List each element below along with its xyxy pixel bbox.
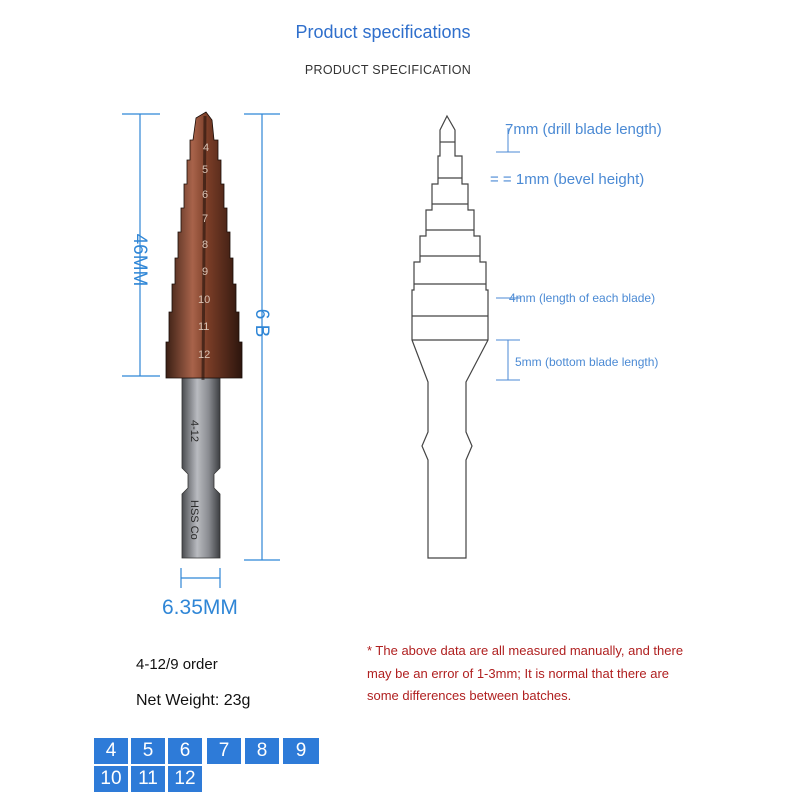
- shank-dimension: [181, 568, 220, 588]
- length-label: 46MM: [129, 233, 150, 287]
- page-subtitle: PRODUCT SPECIFICATION: [304, 63, 472, 77]
- step-mark: 12: [198, 349, 211, 361]
- size-chip: 6: [168, 738, 202, 764]
- drill-shank: [182, 378, 220, 558]
- shank-brand-text: HSS Co: [188, 500, 200, 540]
- step-mark: 7: [202, 213, 209, 225]
- size-chip: 7: [207, 738, 241, 764]
- step-mark: 6: [202, 189, 209, 201]
- size-chip: 4: [94, 738, 128, 764]
- order-info: 4-12/9 order: [136, 656, 218, 673]
- annotation-bevel-height: = = 1mm (bevel height): [490, 171, 645, 188]
- size-chip: 10: [94, 766, 128, 792]
- step-mark: 11: [198, 321, 210, 333]
- size-chip: 8: [245, 738, 279, 764]
- outline-drill-diagram: [412, 116, 488, 558]
- step-mark: 9: [202, 266, 209, 278]
- size-chip: 12: [168, 766, 202, 792]
- step-drill-bit: [166, 112, 242, 558]
- shank-size-text: 4-12: [188, 420, 200, 443]
- step-mark: 8: [202, 239, 209, 251]
- net-weight: Net Weight: 23g: [136, 692, 251, 709]
- measurement-note: * The above data are all measured manually, and there may be an error of 1-3mm; It is normal that there are some differences between batches.: [367, 643, 684, 703]
- size-chip: 11: [131, 766, 165, 792]
- page-title: Product specifications: [295, 22, 471, 42]
- flute-label: 6 B: [251, 308, 272, 338]
- annotation-bottom-blade: 5mm (bottom blade length): [515, 355, 659, 369]
- shank-diameter-label: 6.35MM: [162, 596, 238, 619]
- step-mark: 5: [202, 164, 209, 176]
- annotation-each-blade: 4mm (length of each blade): [509, 291, 656, 305]
- size-chip: 9: [283, 738, 319, 764]
- annotation-blade-length: 7mm (drill blade length): [505, 121, 662, 138]
- outline-dimension-marks: [496, 128, 520, 380]
- step-mark: 4: [203, 142, 210, 154]
- step-mark: 10: [198, 294, 211, 306]
- size-chip: 5: [131, 738, 165, 764]
